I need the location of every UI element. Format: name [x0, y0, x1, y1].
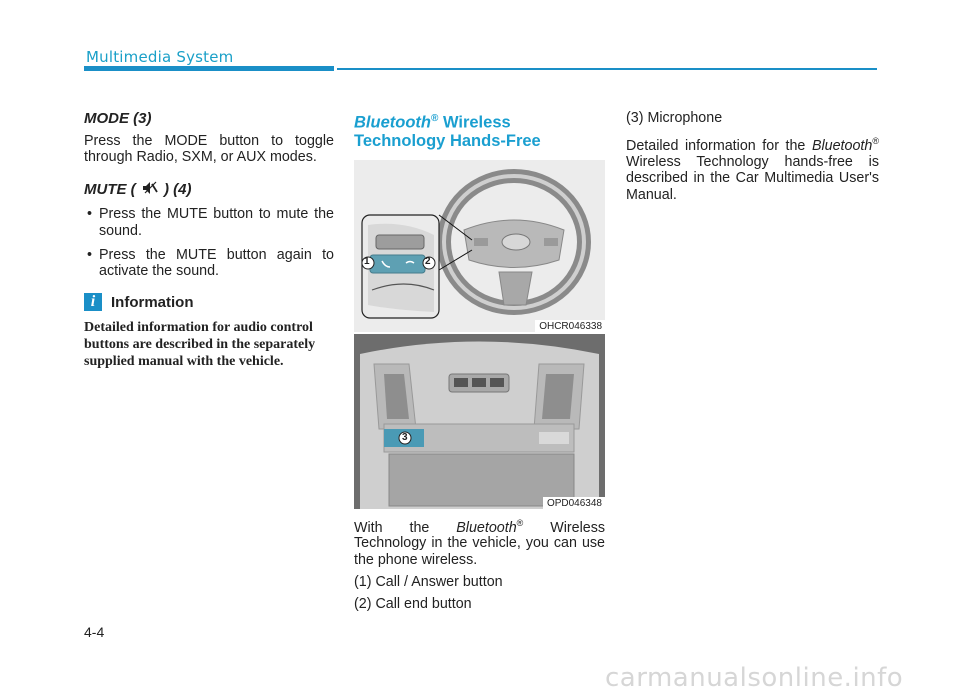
figure-code: OPD046348	[543, 497, 605, 509]
bluetooth-section-title: Bluetooth® Wireless Technology Hands-Free	[354, 113, 541, 150]
callout-2: 2	[425, 255, 431, 267]
left-column	[84, 110, 334, 370]
call-end-item: (2) Call end button	[354, 596, 472, 613]
overhead-console-illustration	[354, 334, 605, 509]
bluetooth-description: With the Bluetooth® Wireless Technology in the vehicle, you can use the phone wireless.	[354, 517, 606, 568]
header-accent-bar	[84, 66, 334, 71]
mute-bullet-list	[84, 206, 334, 279]
information-icon: i	[84, 293, 102, 311]
overhead-console-figure	[354, 334, 605, 509]
list-item: • Press the MUTE button again to activate the sound.	[87, 246, 334, 280]
middle-column	[354, 110, 605, 612]
call-answer-item: (1) Call / Answer button	[354, 573, 503, 590]
mute-heading-pre: MUTE (	[84, 181, 136, 199]
list-item: • Press the MUTE button to mute the sound.	[87, 206, 334, 239]
figure-code: OHCR046338	[535, 320, 605, 332]
mute-heading-post: ) (4)	[164, 181, 192, 199]
information-heading	[84, 293, 334, 311]
right-column	[626, 110, 879, 203]
steering-wheel-figure	[354, 160, 605, 332]
mode-text: Press the MODE button to toggle through Radio, SXM, or AUX modes.	[84, 133, 334, 166]
callout-1: 1	[364, 255, 370, 267]
mute-heading	[84, 181, 334, 198]
steering-wheel-illustration	[354, 160, 605, 332]
microphone-item: (3) Microphone	[626, 110, 723, 126]
watermark: carmanualsonline.info	[605, 663, 904, 693]
page-number: 4-4	[84, 624, 105, 640]
header-rule	[337, 68, 877, 70]
manual-reference-text: Detailed information for the Bluetooth® Wireless Technology hands-free is described in the Car Multimedia User's Manual.	[626, 136, 879, 203]
information-text: Detailed information for audio control buttons are described in the separately supplied manual with the vehicle.	[84, 320, 316, 370]
mute-speaker-icon	[142, 181, 158, 195]
information-title: Information	[111, 293, 194, 311]
section-title: Multimedia System	[86, 48, 234, 66]
callout-3: 3	[402, 431, 408, 443]
mode-heading: MODE (3)	[84, 110, 152, 127]
